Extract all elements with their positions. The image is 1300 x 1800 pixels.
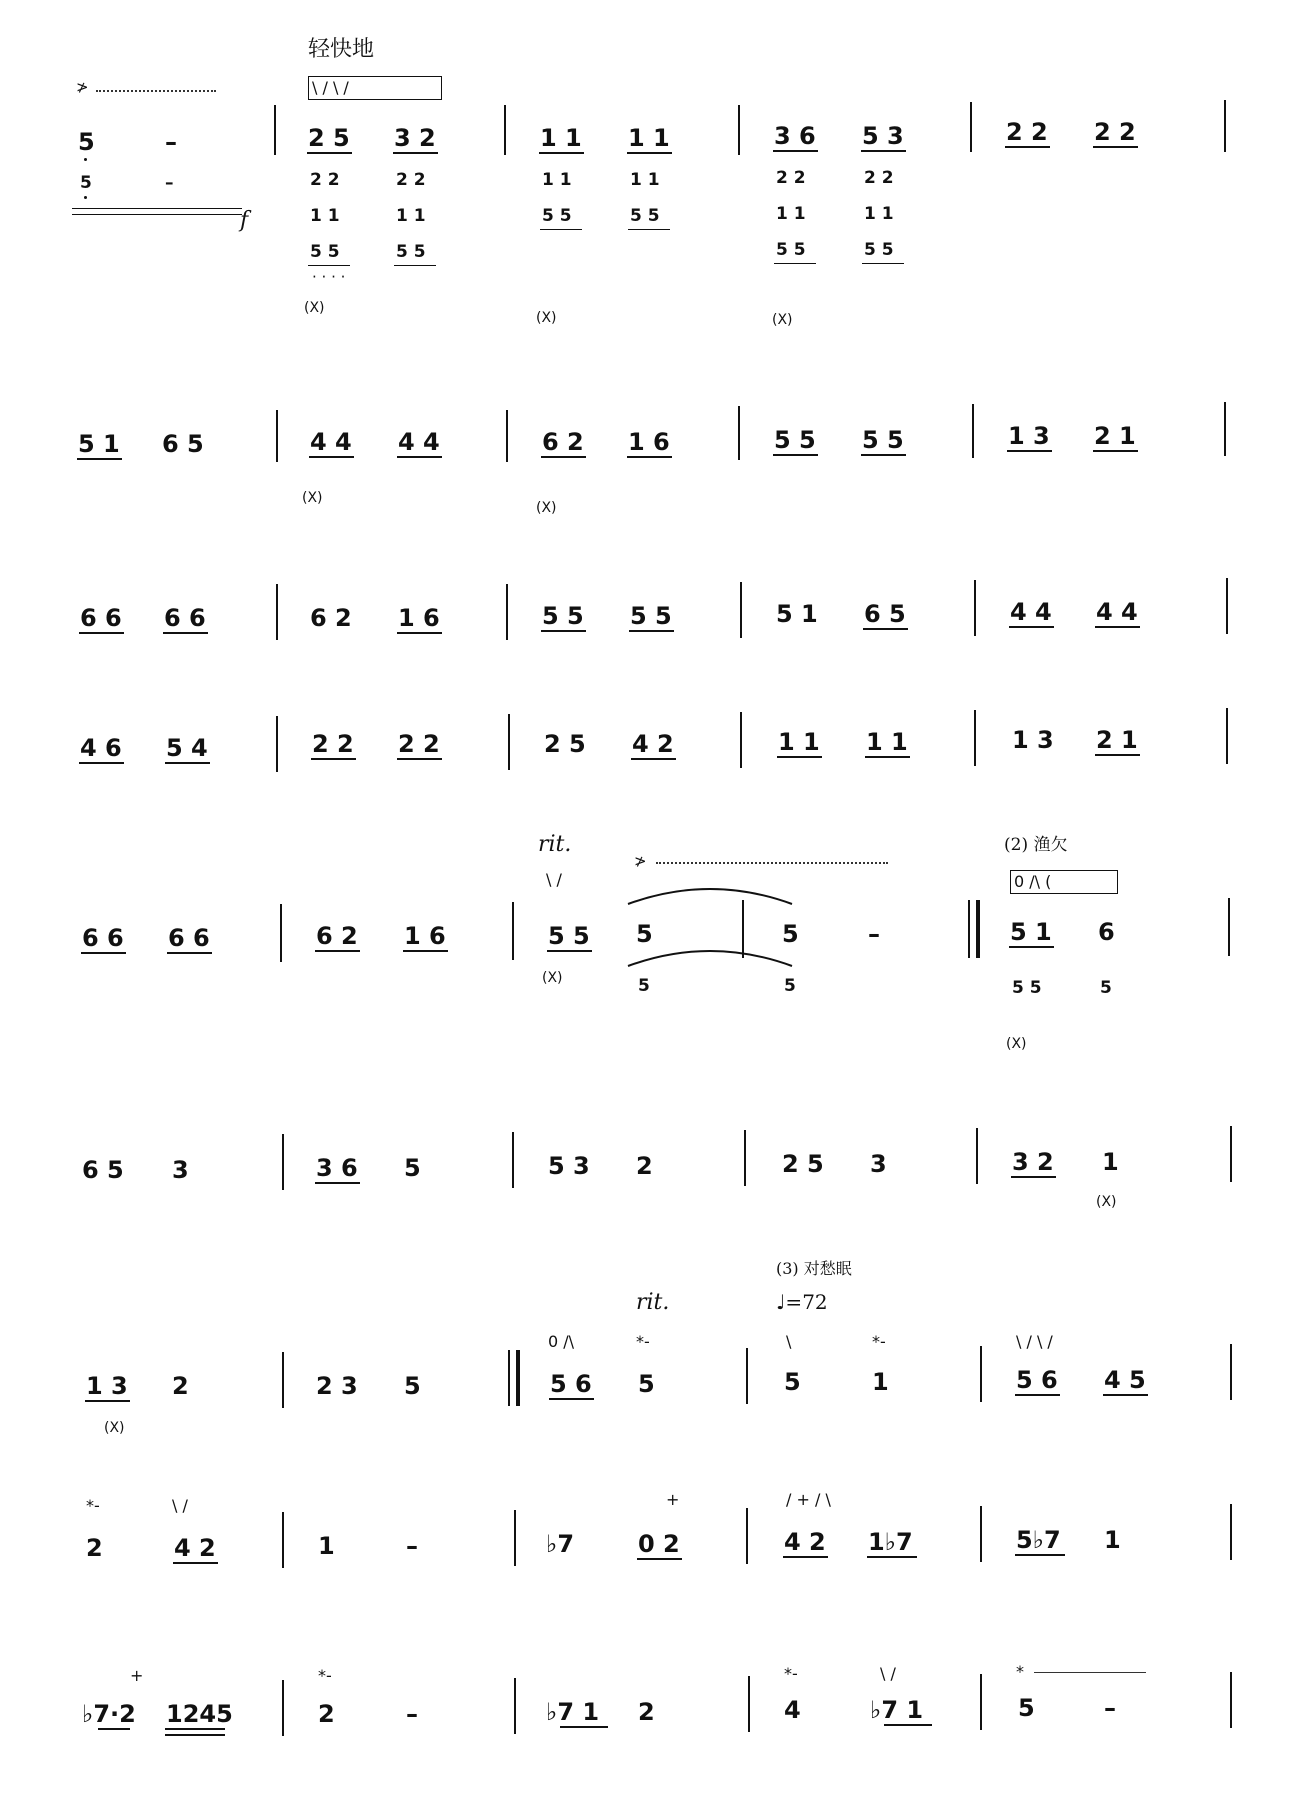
tremolo-mark: ≯: [76, 78, 89, 96]
note-group: 5 1: [1010, 918, 1052, 946]
note-group: 3 2: [394, 124, 436, 152]
chord-row: 2 2: [310, 170, 340, 190]
barline: [972, 404, 974, 458]
barline: [748, 1676, 750, 1732]
note-group: 3 6: [316, 1154, 358, 1182]
beam: [1011, 1176, 1056, 1178]
percussion-mark: (X): [772, 312, 793, 328]
barline: [980, 1346, 982, 1402]
trill-line: [96, 90, 216, 92]
barline: [1228, 898, 1230, 956]
barline: [506, 410, 508, 462]
note-group: 2 3: [316, 1372, 358, 1400]
note-group: 2 2: [1006, 118, 1048, 146]
dash-note: –: [406, 1700, 418, 1728]
accent-mark: +: [130, 1666, 144, 1685]
note-group: ♭7·2: [82, 1700, 136, 1728]
note: 5: [784, 976, 796, 996]
note: 3: [172, 1156, 189, 1184]
barline: [508, 1350, 510, 1406]
chord-row: 1 1: [310, 206, 340, 226]
note-group: 6 5: [864, 600, 906, 628]
note: 6: [1098, 918, 1115, 946]
note-group: 1 6: [398, 604, 440, 632]
note-group: 1245: [166, 1700, 233, 1728]
barline: [746, 1348, 748, 1404]
bowing-marks: \ / \ /: [312, 78, 349, 97]
beam: [865, 756, 910, 758]
beam: [774, 263, 816, 264]
barline: [980, 1674, 982, 1730]
beam: [393, 152, 438, 154]
beam: [629, 630, 674, 632]
percussion-mark: (X): [542, 970, 563, 986]
beam: [1015, 1554, 1065, 1556]
beam: [165, 762, 210, 764]
accent-mark: *-: [636, 1332, 650, 1351]
beam: [163, 632, 208, 634]
beam: [627, 152, 672, 154]
note: 2: [638, 1698, 655, 1726]
chord-row: 2 2: [864, 168, 894, 188]
note-group: 4 4: [310, 428, 352, 456]
barline: [506, 584, 508, 640]
note-group: 5 6: [1016, 1366, 1058, 1394]
beam: [631, 758, 676, 760]
note-group: 1 3: [86, 1372, 128, 1400]
note-group: 1 6: [404, 922, 446, 950]
note-group: ♭7 1: [546, 1698, 600, 1726]
beam: [308, 265, 350, 266]
barline: [274, 105, 276, 155]
beam: [783, 1556, 828, 1558]
beam: [861, 150, 906, 152]
note: 2: [172, 1372, 189, 1400]
beam: [79, 632, 124, 634]
note-group: 5 5: [862, 426, 904, 454]
beam: [85, 1400, 130, 1402]
chord-row: 1 1: [542, 170, 572, 190]
beam: [628, 229, 670, 230]
percussion-mark: (X): [302, 490, 323, 506]
barline: [976, 1128, 978, 1184]
dash-note: –: [1104, 1694, 1116, 1722]
note-group: 2 2: [398, 730, 440, 758]
note: 1: [1102, 1148, 1119, 1176]
note-group: 5 3: [548, 1152, 590, 1180]
note-group: 5 3: [862, 122, 904, 150]
note-group: 6 2: [316, 922, 358, 950]
chord-row: 5: [1100, 978, 1112, 998]
note: 5: [1018, 1694, 1035, 1722]
beam: [307, 152, 352, 154]
note: 5: [638, 1370, 655, 1398]
barline: [282, 1352, 284, 1408]
chord-row: 5 5: [1012, 978, 1042, 998]
dash-note: –: [868, 920, 880, 948]
note-group: 6 2: [310, 604, 352, 632]
note-group: 1 1: [540, 124, 582, 152]
barline: [1230, 1504, 1232, 1560]
barline: [974, 580, 976, 636]
note: 1: [1104, 1526, 1121, 1554]
rit-marking: rit.: [636, 1290, 670, 1315]
chord-row: 1 1: [396, 206, 426, 226]
section-2-label: (2) 渔欠: [1004, 835, 1068, 855]
beam: [777, 756, 822, 758]
barline: [1224, 100, 1226, 152]
percussion-mark: (X): [104, 1420, 125, 1436]
beam: [637, 1558, 682, 1560]
rit-marking: rit.: [538, 832, 572, 857]
barline: [514, 1510, 516, 1566]
note-group: 4 2: [784, 1528, 826, 1556]
note: 2: [318, 1700, 335, 1728]
barline: [512, 902, 514, 960]
note-group: 4 4: [398, 428, 440, 456]
note-group: 1 1: [866, 728, 908, 756]
beam: [539, 152, 584, 154]
beam: [1009, 626, 1054, 628]
chord-row: 2 2: [396, 170, 426, 190]
beam: [1095, 754, 1140, 756]
barline: [504, 105, 506, 155]
chord-row: 5 5: [776, 240, 806, 260]
accent-mark: \: [786, 1332, 792, 1351]
chord-row: 1 1: [630, 170, 660, 190]
barline: [1226, 708, 1228, 764]
percussion-mark: (X): [304, 300, 325, 316]
barline: [282, 1134, 284, 1190]
chord-row: 5 5: [310, 242, 340, 262]
accent-mark: *: [1016, 1662, 1024, 1681]
barline: [980, 1506, 982, 1562]
beam: [1015, 1394, 1060, 1396]
note-group: 6 5: [82, 1156, 124, 1184]
note-group: ♭7 1: [870, 1696, 924, 1724]
note-group: 1 1: [778, 728, 820, 756]
beam: [173, 1562, 218, 1564]
dash-note: –: [406, 1532, 418, 1560]
note-group: 6 6: [82, 924, 124, 952]
note-group: 1♭7: [868, 1528, 913, 1556]
barline: [970, 102, 972, 152]
beam: [627, 456, 672, 458]
beam: [165, 1728, 225, 1730]
accent-mark: *-: [872, 1332, 886, 1351]
barline: [744, 1130, 746, 1186]
dash-note: –: [165, 128, 177, 156]
beam: [773, 454, 818, 456]
note: 1: [318, 1532, 335, 1560]
barline: [512, 1132, 514, 1188]
beam: [1009, 946, 1054, 948]
note-group: 4 6: [80, 734, 122, 762]
note-group: 1 6: [628, 428, 670, 456]
trill-line: [656, 862, 888, 864]
note-group: 5 1: [776, 600, 818, 628]
tie-line: [72, 214, 242, 215]
barline: [1230, 1126, 1232, 1182]
barline: [1230, 1672, 1232, 1728]
beam: [547, 950, 592, 952]
note: 3: [870, 1150, 887, 1178]
beam: [165, 1734, 225, 1736]
low-dot: [84, 158, 87, 161]
note-group: 0 2: [638, 1530, 680, 1558]
tempo-marking: 轻快地: [308, 37, 375, 62]
barline: [738, 105, 740, 155]
beam: [397, 632, 442, 634]
note-group: 3 6: [774, 122, 816, 150]
note-group: 2 5: [782, 1150, 824, 1178]
percussion-mark: (X): [536, 500, 557, 516]
section-3-label: (3) 对愁眠: [776, 1259, 852, 1278]
note-group: 1 3: [1008, 422, 1050, 450]
beam: [167, 952, 212, 954]
note-group: 6 6: [80, 604, 122, 632]
beam: [884, 1724, 932, 1726]
accent-mark: *-: [86, 1496, 100, 1515]
barline: [282, 1512, 284, 1568]
barline: [1224, 402, 1226, 456]
beam: [315, 1182, 360, 1184]
note-group: 5 5: [630, 602, 672, 630]
chord-row: 2 2: [776, 168, 806, 188]
beam: [1093, 450, 1138, 452]
note-group: 6 5: [162, 430, 204, 458]
percussion-mark: (X): [1096, 1194, 1117, 1210]
bowing-marks: 0 /\ (: [1014, 872, 1052, 891]
beam: [541, 456, 586, 458]
bowing-marks: \ / \ /: [1016, 1332, 1053, 1351]
note: 5: [784, 1368, 801, 1396]
bowing-marks: \ /: [172, 1496, 188, 1515]
note-group: 5 1: [78, 430, 120, 458]
barline: [276, 584, 278, 640]
note-group: 4 2: [632, 730, 674, 758]
beam: [309, 456, 354, 458]
beam: [311, 758, 356, 760]
note-group: 6 2: [542, 428, 584, 456]
tempo-72: ♩=72: [776, 1290, 828, 1314]
note-group: 4 2: [174, 1534, 216, 1562]
note-group: 2 5: [544, 730, 586, 758]
barline: [740, 582, 742, 638]
beam: [540, 229, 582, 230]
beam: [394, 265, 436, 266]
note: 5: [404, 1372, 421, 1400]
note: 2: [86, 1534, 103, 1562]
beam: [862, 263, 904, 264]
accent-mark: +: [666, 1490, 680, 1509]
note-group: 4 5: [1104, 1366, 1146, 1394]
chord-row: 5 5: [396, 242, 426, 262]
note-group: 4 4: [1010, 598, 1052, 626]
bowing-marks: \ /: [546, 870, 562, 889]
repeat-barline: [516, 1350, 520, 1406]
beam: [867, 1556, 917, 1558]
dash-note: –: [165, 173, 174, 193]
low-dot: [84, 196, 87, 199]
note-group: 5♭7: [1016, 1526, 1061, 1554]
beam: [1007, 450, 1052, 452]
note: 2: [636, 1152, 653, 1180]
chord-row: 5 5: [542, 206, 572, 226]
barline: [1226, 578, 1228, 634]
note-group: 4 4: [1096, 598, 1138, 626]
chord-row: 5 5: [630, 206, 660, 226]
barline: [742, 900, 744, 958]
percussion-mark: (X): [536, 310, 557, 326]
note-group: 2 2: [1094, 118, 1136, 146]
beam: [77, 458, 122, 460]
accent-mark: *-: [318, 1666, 332, 1685]
note-group: 3 2: [1012, 1148, 1054, 1176]
note-group: 1 3: [1012, 726, 1054, 754]
barline: [746, 1508, 748, 1564]
beam: [98, 1728, 130, 1730]
dynamic-mark: f: [240, 208, 249, 233]
barline: [740, 712, 742, 768]
beam: [560, 1726, 608, 1728]
repeat-barline: [976, 900, 980, 958]
bowing-marks: / + / \: [786, 1490, 831, 1509]
note-group: 5 5: [542, 602, 584, 630]
note: 5: [782, 920, 799, 948]
barline: [280, 904, 282, 962]
beam: [403, 950, 448, 952]
chord-row: 5 5: [864, 240, 894, 260]
beam: [863, 628, 908, 630]
beam: [549, 1398, 594, 1400]
note: 5: [80, 173, 92, 193]
beam: [1103, 1394, 1148, 1396]
beam: [861, 454, 906, 456]
tremolo-mark: ≯: [634, 852, 647, 870]
barline: [514, 1678, 516, 1734]
beam: [397, 456, 442, 458]
note-group: 5 5: [774, 426, 816, 454]
note: 5: [636, 920, 653, 948]
beam: [79, 762, 124, 764]
note: 5: [78, 128, 95, 156]
trill-line: [1034, 1672, 1146, 1673]
beam: [1095, 626, 1140, 628]
bowing-marks: 0 /\: [548, 1332, 575, 1351]
note: 4: [784, 1696, 801, 1724]
note-group: 6 6: [168, 924, 210, 952]
note-group: 2 1: [1096, 726, 1138, 754]
note-group: 1 1: [628, 124, 670, 152]
note-group: 6 6: [164, 604, 206, 632]
dots: · · · ·: [312, 268, 346, 286]
chord-row: 1 1: [864, 204, 894, 224]
note-group: 2 2: [312, 730, 354, 758]
note-group: 5 4: [166, 734, 208, 762]
beam: [315, 950, 360, 952]
beam: [1093, 146, 1138, 148]
note: 5: [638, 976, 650, 996]
chord-row: 1 1: [776, 204, 806, 224]
note: ♭7: [546, 1530, 575, 1558]
barline: [276, 716, 278, 772]
percussion-mark: (X): [1006, 1036, 1027, 1052]
barline: [276, 410, 278, 462]
accent-mark: *-: [784, 1664, 798, 1683]
barline: [1230, 1344, 1232, 1400]
note-group: 2 5: [308, 124, 350, 152]
beam: [81, 952, 126, 954]
note-group: 5 6: [550, 1370, 592, 1398]
bowing-marks: \ /: [880, 1664, 896, 1683]
note: 1: [872, 1368, 889, 1396]
barline: [508, 714, 510, 770]
note-group: 5 5: [548, 922, 590, 950]
beam: [773, 150, 818, 152]
tie-line: [72, 208, 242, 209]
barline: [974, 710, 976, 766]
note: 5: [404, 1154, 421, 1182]
barline: [968, 900, 970, 958]
beam: [541, 630, 586, 632]
beam: [397, 758, 442, 760]
beam: [1005, 146, 1050, 148]
barline: [282, 1680, 284, 1736]
note-group: 2 1: [1094, 422, 1136, 450]
barline: [738, 406, 740, 460]
